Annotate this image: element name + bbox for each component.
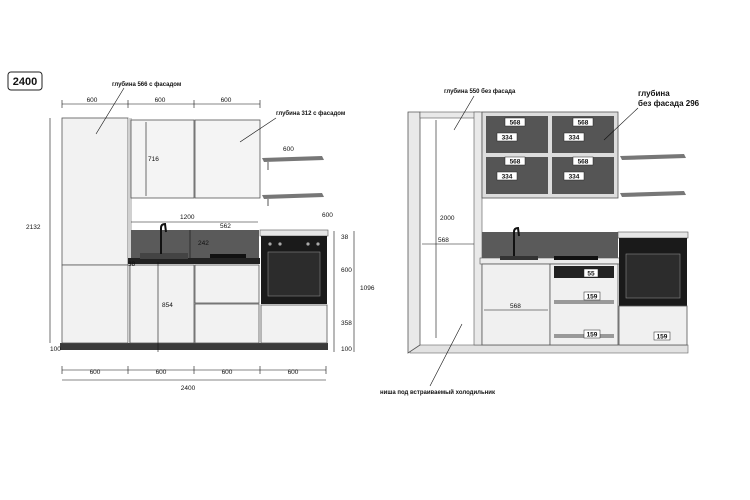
dim-bottom-2: 600: [155, 369, 167, 376]
base-drawer-1: [195, 265, 259, 303]
shelf-1: [262, 156, 324, 162]
dim-right-1096: 1096: [360, 285, 375, 292]
tall-cabinet-lower: [62, 265, 128, 343]
shelf-2: [262, 193, 324, 199]
box-b2: 334: [501, 134, 513, 142]
note-niche: ниша под встраиваемый холодильник: [380, 390, 495, 396]
dim-base-h: 854: [162, 302, 173, 309]
box-d159b: 159: [586, 331, 598, 339]
box-b5: 568: [509, 158, 521, 166]
dim-upper-h: 716: [148, 156, 159, 163]
tall-cabinet-upper: [62, 118, 128, 265]
shelf-right-1: [620, 154, 686, 160]
dim-bottom-3: 600: [221, 369, 233, 376]
right-floor: [410, 345, 688, 353]
box-b1: 568: [509, 119, 521, 127]
note-depth-tall: глубина 566 с фасадом: [112, 82, 182, 88]
dim-top-w2: 600: [154, 97, 166, 104]
upper-cabinet-2: [195, 120, 260, 198]
dim-plinth: 100: [50, 346, 61, 353]
dim-shelf-w2: 600: [322, 212, 333, 219]
right-elevation: [380, 88, 700, 396]
dim-top-w1: 600: [86, 97, 98, 104]
niche-side-right: [474, 112, 482, 345]
box-b7: 568: [577, 158, 589, 166]
base-drawer-2: [195, 304, 259, 343]
note-depth-upper: глубина 312 с фасадом: [276, 111, 346, 117]
oven-drawer: [261, 305, 327, 343]
dim-w-568-bot: 568: [510, 303, 521, 310]
dim-shelf-w: 600: [283, 146, 294, 153]
backsplash-right: [482, 232, 618, 258]
dim-bottom-total: 2400: [180, 385, 196, 392]
box-b8: 334: [568, 173, 580, 181]
note-depth-right-1: глубина: [638, 89, 670, 98]
oven-top: [260, 230, 328, 236]
box-d55: 55: [587, 270, 595, 278]
box-d159a: 159: [586, 293, 598, 301]
dim-right-358: 358: [341, 320, 352, 327]
shelf-right-2: [620, 191, 686, 197]
dim-splash-h: 242: [198, 240, 209, 247]
left-plinth: [60, 343, 328, 350]
dim-w-568-top: 568: [438, 237, 449, 244]
dim-bottom-4: 600: [287, 369, 299, 376]
dim-gap-w: 1200: [180, 214, 195, 221]
dim-bottom-1: 600: [89, 369, 101, 376]
sink: [140, 253, 188, 259]
dim-h-2000: 2000: [440, 215, 455, 222]
box-b3: 568: [577, 119, 589, 127]
box-d159c: 159: [656, 333, 668, 341]
niche-side-left: [408, 112, 420, 353]
dim-right-38: 38: [341, 234, 349, 241]
dim-top-w3: 600: [220, 97, 232, 104]
hob: [210, 254, 246, 258]
dim-right-600: 600: [341, 267, 352, 274]
dim-splash-d: 562: [220, 223, 231, 230]
size-badge: 2400: [12, 76, 38, 88]
dim-total-h: 2132: [26, 224, 41, 231]
left-elevation: [26, 81, 375, 392]
upper-cabinet-1: [131, 120, 194, 198]
dim-oven-38: 38: [128, 261, 136, 268]
box-b6: 334: [501, 173, 513, 181]
box-b4: 334: [568, 134, 580, 142]
note-depth-right-2: без фасада 296: [638, 99, 700, 108]
dim-right-100: 100: [341, 346, 352, 353]
note-depth-left: глубина 550 без фасада: [444, 89, 516, 95]
